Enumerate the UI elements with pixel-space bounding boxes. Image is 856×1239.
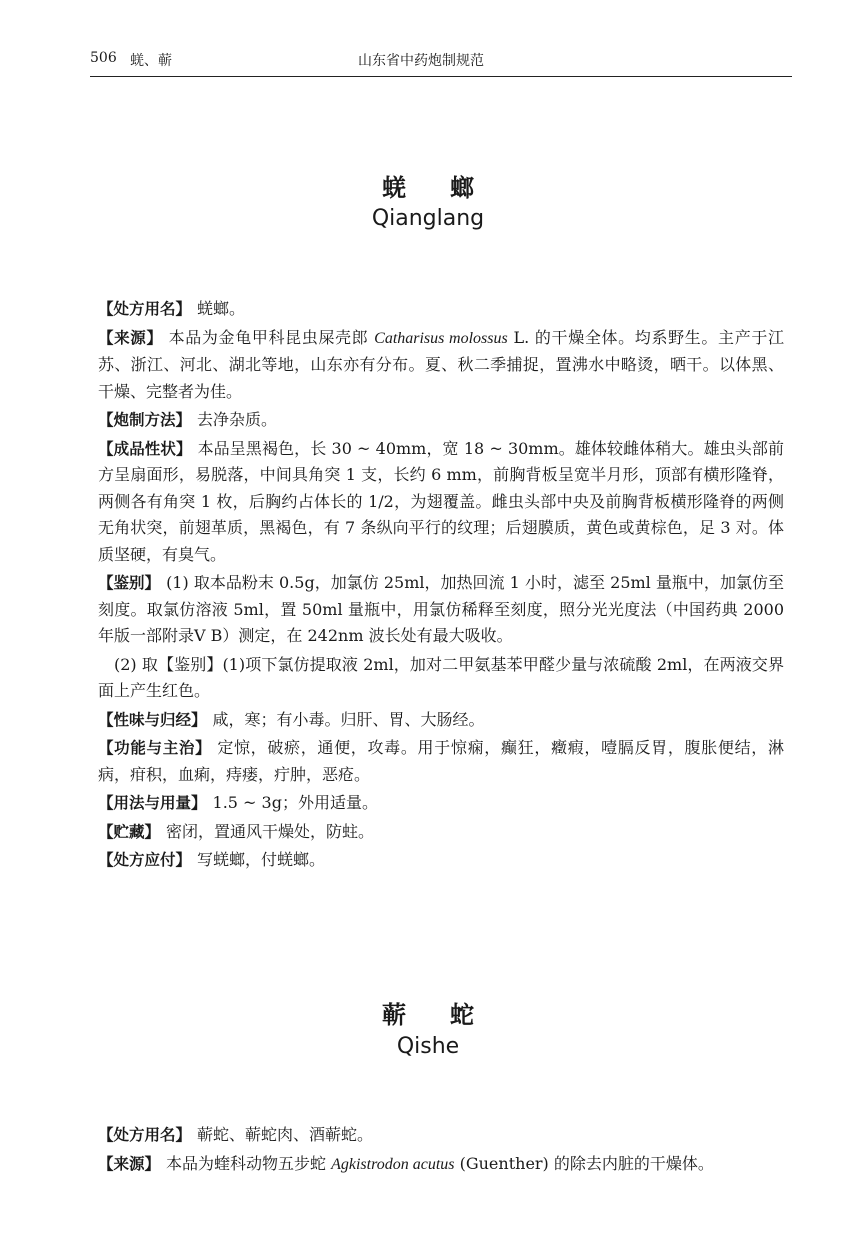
header-rule <box>90 76 792 77</box>
header-book-title: 山东省中药炮制规范 <box>358 53 484 69</box>
paozhi-paragraph <box>98 407 784 434</box>
entry-body-qishe <box>98 1122 784 1180</box>
laiyuan-text-a: 本品为金龟甲科昆虫屎壳郎 <box>168 327 375 347</box>
xingzhuang-paragraph <box>98 436 784 569</box>
page-number: 506 <box>90 50 117 66</box>
xingwei-label: 【性味与归经】 <box>98 710 207 729</box>
xingwei-paragraph <box>98 707 784 734</box>
entry-body-qianglang <box>98 296 784 876</box>
zhucang-label: 【贮藏】 <box>98 822 161 841</box>
paozhi-text: 去净杂质。 <box>197 410 278 429</box>
chufang-label: 【处方用名】 <box>98 300 192 318</box>
qishe-laiyuan-paragraph <box>98 1151 784 1179</box>
zhucang-paragraph <box>98 819 784 846</box>
header-section-chars: 蜣、蕲 <box>130 53 172 69</box>
gongneng-paragraph <box>98 735 784 788</box>
laiyuan-label: 【来源】 <box>98 328 163 347</box>
jianbie-label: 【鉴别】 <box>98 574 161 592</box>
xingzhuang-text: 本品呈黑褐色，长 30 ~ 40mm，宽 18 ~ 30mm。雄体较雌体稍大。雄虫头部前方呈扇面形，易脱落，中间具角突 1 支，长约 6 mm，前胸背板呈宽半月形，顶部有横形隆脊，两侧各有角突 1 枚，后胸约占体长的 1/2，为翅覆盖。雌虫头部中央及前胸背板横形隆脊的两侧无角状突，前翅革质，黑褐色，有 7 条纵向平行的纹理；后翅膜质，黄色或黄棕色，足 3 对。体质坚硬，有臭气。 <box>98 438 784 564</box>
gongneng-label: 【功能与主治】 <box>98 739 212 757</box>
entry-title-qishe: 蕲蛇 <box>382 1001 518 1029</box>
jianbie-text-1: (1) 取本品粉末 0.5g，加氯仿 25ml，加热回流 1 小时，滤至 25ml 量瓶中，加氯仿至刻度。取氯仿溶液 5ml，置 50ml 量瓶中，用氯仿稀释至刻度，照分光光度法（中国药典 2000 年版一部附录Ⅴ B）测定，在 242nm 波长处有最大吸收。 <box>98 573 784 645</box>
jianbie-text-2: (2) 取【鉴别】(1)项下氯仿提取液 2ml，加对二甲氨基苯甲醛少量与浓硫酸 2ml，在两液交界面上产生红色。 <box>98 654 784 700</box>
entry-pinyin-qianglang: Qianglang <box>371 206 485 231</box>
yingfu-paragraph <box>98 847 784 874</box>
qishe-chufang-text: 蕲蛇、蕲蛇肉、酒蕲蛇。 <box>197 1125 374 1144</box>
page-header <box>90 50 790 74</box>
qishe-chufang-paragraph <box>98 1122 784 1149</box>
yingfu-label: 【处方应付】 <box>98 851 192 869</box>
yongfa-text: 1.5 ~ 3g；外用适量。 <box>212 793 378 812</box>
qishe-chufang-label: 【处方用名】 <box>98 1126 192 1144</box>
qishe-laiyuan-latin-name: Agkistrodon acutus <box>331 1155 455 1173</box>
xingzhuang-label: 【成品性状】 <box>98 439 192 458</box>
xingwei-text: 咸，寒；有小毒。归肝、胃、大肠经。 <box>212 709 485 729</box>
zhucang-text: 密闭，置通风干燥处，防蛀。 <box>166 821 375 841</box>
paozhi-label: 【炮制方法】 <box>98 411 192 429</box>
chufang-text: 蜣螂。 <box>197 299 246 318</box>
entry-pinyin-qishe: Qishe <box>396 1034 460 1059</box>
chufang-paragraph <box>98 296 784 323</box>
laiyuan-latin-name: Catharisus molossus <box>374 329 508 347</box>
yingfu-text: 写蜣螂，付蜣螂。 <box>197 850 326 869</box>
laiyuan-text-b: L. 的干燥全体。均系野生。主产于江苏、浙江、河北、湖北等地，山东亦有分布。夏、秋二季捕捉，置沸水中略烫，晒干。以体黑、干燥、完整者为佳。 <box>98 327 784 401</box>
gongneng-text: 定惊，破瘀，通便，攻毒。用于惊痫，癫狂，癥瘕，噎膈反胃，腹胀便结，淋病，疳积，血痢，痔瘘，疔肿，恶疮。 <box>98 738 784 784</box>
qishe-laiyuan-text-a: 本品为蝰科动物五步蛇 <box>166 1153 332 1173</box>
jianbie-paragraph-1 <box>98 570 784 650</box>
jianbie-paragraph-2 <box>98 652 784 705</box>
qishe-laiyuan-text-b: (Guenther) 的除去内脏的干燥体。 <box>454 1153 714 1173</box>
laiyuan-paragraph <box>98 325 784 406</box>
yongfa-label: 【用法与用量】 <box>98 794 207 812</box>
qishe-laiyuan-label: 【来源】 <box>98 1154 161 1173</box>
yongfa-paragraph <box>98 790 784 817</box>
entry-title-qianglang: 蜣螂 <box>382 174 518 202</box>
